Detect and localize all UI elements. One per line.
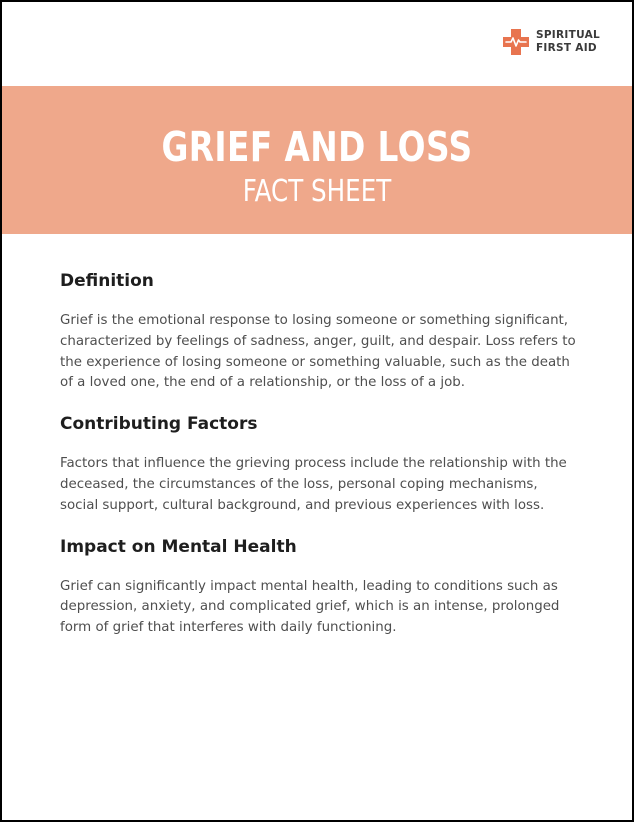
logo-line-1: SPIRITUAL: [535, 29, 600, 41]
spiritual-first-aid-logo: [502, 28, 600, 56]
section-definition: [60, 268, 580, 394]
section-impact-on-mental-health: [60, 534, 580, 639]
section-heading: Definition: [60, 271, 154, 291]
content-area: [60, 268, 580, 639]
section-body: Grief can significantly impact mental health, leading to conditions such as depression, anxiety, and complicated grief, which is an intense, prolonged form of grief that interferes with daily functioning.: [60, 578, 560, 636]
logo-wordmark: [536, 29, 600, 55]
logo-line-2: FIRST AID: [535, 42, 597, 54]
section-body: Factors that influence the grieving process include the relationship with the deceased, the circumstances of the loss, personal coping mechanisms, social support, cultural background, and previous experiences with loss.: [60, 456, 567, 513]
section-heading: Impact on Mental Health: [60, 536, 297, 557]
page-subtitle: FACT SHEET: [242, 174, 392, 209]
page-title: GRIEF AND LOSS: [161, 123, 473, 171]
section-contributing-factors: [60, 411, 580, 516]
section-body: Grief is the emotional response to losing someone or something significant, characterized by feelings of sadness, anger, guilt, and despair. Loss refers to the experience of losing someone or something valuable, such as the death of a loved one, the end of a relationship, or the loss of a job.: [60, 313, 576, 391]
first-aid-cross-icon: [502, 28, 530, 56]
title-banner: [2, 86, 632, 234]
section-heading: Contributing Factors: [60, 414, 258, 435]
